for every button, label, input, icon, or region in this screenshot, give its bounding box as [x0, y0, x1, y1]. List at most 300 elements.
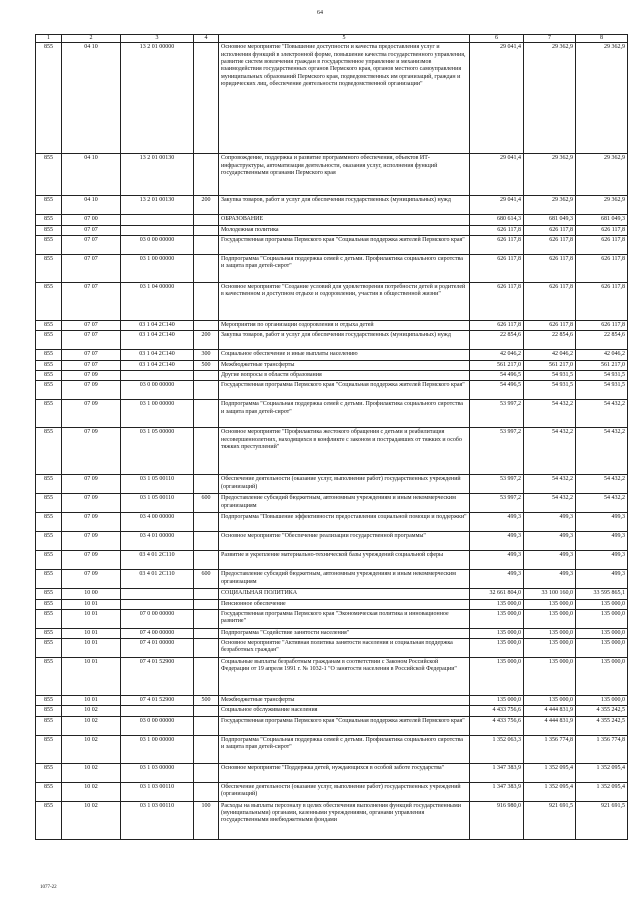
cell-amount-year2: 135 000,0	[524, 628, 576, 638]
cell-ministry: 855	[36, 494, 62, 513]
cell-amount-year1: 135 000,0	[470, 628, 524, 638]
cell-amount-year1: 135 000,0	[470, 696, 524, 706]
table-row	[36, 609, 628, 628]
cell-amount-year1: 1 347 383,9	[470, 782, 524, 801]
cell-ministry: 855	[36, 196, 62, 215]
cell-expense-type	[194, 475, 219, 494]
cell-expense-type	[194, 658, 219, 696]
cell-target-article: 03 4 01 00000	[121, 532, 194, 551]
page-number: 64	[317, 10, 323, 16]
cell-amount-year2: 135 000,0	[524, 696, 576, 706]
cell-target-article: 03 1 00 00000	[121, 400, 194, 428]
cell-target-article: 07 4 01 52900	[121, 658, 194, 696]
cell-target-article: 03 4 01 2С110	[121, 551, 194, 570]
cell-section: 10 01	[62, 609, 121, 628]
cell-ministry: 855	[36, 43, 62, 154]
cell-amount-year3: 29 362,9	[576, 196, 628, 215]
cell-amount-year2: 54 931,5	[524, 370, 576, 380]
cell-amount-year1: 626 117,8	[470, 254, 524, 282]
cell-section: 10 02	[62, 801, 121, 839]
table-row	[36, 215, 628, 225]
cell-amount-year1: 499,3	[470, 513, 524, 532]
cell-amount-year2: 135 000,0	[524, 658, 576, 696]
cell-description: Государственная программа Пермского края "Социальная поддержка жителей Пермского края"	[219, 235, 470, 254]
cell-amount-year1: 1 347 383,9	[470, 763, 524, 782]
cell-section: 07 09	[62, 475, 121, 494]
cell-target-article	[121, 589, 194, 599]
cell-amount-year1: 135 000,0	[470, 599, 524, 609]
table-row	[36, 331, 628, 350]
cell-ministry: 855	[36, 639, 62, 658]
table-row	[36, 360, 628, 370]
cell-expense-type	[194, 735, 219, 763]
cell-amount-year2: 1 352 095,4	[524, 763, 576, 782]
cell-target-article: 03 0 00 00000	[121, 381, 194, 400]
cell-amount-year3: 1 356 774,8	[576, 735, 628, 763]
cell-target-article: 03 1 04 2С140	[121, 331, 194, 350]
cell-amount-year1: 53 997,2	[470, 428, 524, 475]
cell-target-article: 03 1 05 00000	[121, 428, 194, 475]
table-row	[36, 696, 628, 706]
header-row	[36, 35, 628, 43]
cell-amount-year1: 42 046,2	[470, 350, 524, 360]
cell-expense-type	[194, 154, 219, 196]
cell-amount-year1: 626 117,8	[470, 282, 524, 320]
cell-section: 07 09	[62, 494, 121, 513]
cell-amount-year2: 681 049,3	[524, 215, 576, 225]
cell-amount-year1: 135 000,0	[470, 639, 524, 658]
cell-description: Закупка товаров, работ и услуг для обеспечения государственных (муниципальных) нужд	[219, 331, 470, 350]
cell-target-article: 07 4 01 00000	[121, 639, 194, 658]
cell-amount-year1: 29 041,4	[470, 154, 524, 196]
column-header: 8	[576, 35, 628, 43]
cell-description: Пенсионное обеспечение	[219, 599, 470, 609]
cell-ministry: 855	[36, 360, 62, 370]
cell-amount-year1: 22 854,6	[470, 331, 524, 350]
table-row	[36, 628, 628, 638]
cell-amount-year2: 4 444 831,9	[524, 706, 576, 716]
cell-section: 07 09	[62, 428, 121, 475]
cell-section: 07 07	[62, 350, 121, 360]
cell-ministry: 855	[36, 513, 62, 532]
cell-description: Социальное обеспечение и иные выплаты населению	[219, 350, 470, 360]
table-row	[36, 400, 628, 428]
cell-amount-year3: 29 362,9	[576, 154, 628, 196]
cell-section: 07 09	[62, 400, 121, 428]
cell-amount-year1: 53 997,2	[470, 400, 524, 428]
cell-amount-year1: 4 433 756,6	[470, 706, 524, 716]
cell-amount-year3: 499,3	[576, 551, 628, 570]
cell-description: Основное мероприятие "Профилактика жестокого обращения с детьми и реабилитация несовершеннолетних, находящихся в конфликте с законом и пострадавших от тяжких и особо тяжких преступлений"	[219, 428, 470, 475]
cell-section: 04 10	[62, 196, 121, 215]
cell-target-article: 07 4 00 00000	[121, 628, 194, 638]
cell-section: 07 09	[62, 381, 121, 400]
cell-expense-type	[194, 513, 219, 532]
cell-amount-year1: 32 661 804,0	[470, 589, 524, 599]
cell-amount-year2: 1 356 774,8	[524, 735, 576, 763]
cell-description: Сопровождение, поддержка и развитие программного обеспечения, объектов ИТ-инфраструктуры, автоматизация деятельности, оказания услуг, исполнения функций государственными органами Пермского края	[219, 154, 470, 196]
cell-ministry: 855	[36, 225, 62, 235]
cell-expense-type: 600	[194, 570, 219, 589]
cell-amount-year2: 29 362,9	[524, 43, 576, 154]
column-header: 1	[36, 35, 62, 43]
table-row	[36, 428, 628, 475]
table-row	[36, 658, 628, 696]
cell-expense-type	[194, 589, 219, 599]
cell-description: Предоставление субсидий бюджетным, автономным учреждениям и иным некоммерческим организациям	[219, 570, 470, 589]
cell-target-article: 03 1 00 00000	[121, 254, 194, 282]
footer-code: 1077-22	[40, 885, 57, 890]
cell-section: 07 07	[62, 282, 121, 320]
cell-amount-year2: 29 362,9	[524, 196, 576, 215]
cell-description: Обеспечение деятельности (оказание услуг, выполнение работ) государственных учреждений (организаций)	[219, 782, 470, 801]
cell-amount-year3: 626 117,8	[576, 235, 628, 254]
cell-target-article: 03 1 04 00000	[121, 282, 194, 320]
column-header: 5	[219, 35, 470, 43]
table-row	[36, 589, 628, 599]
cell-section: 07 07	[62, 331, 121, 350]
cell-description: Межбюджетные трансферты	[219, 696, 470, 706]
cell-amount-year2: 33 100 160,0	[524, 589, 576, 599]
cell-section: 10 00	[62, 589, 121, 599]
cell-ministry: 855	[36, 235, 62, 254]
cell-description: Расходы на выплаты персоналу в целях обеспечения выполнения функций государственными (муниципальными) органами, казенными учреждениями, органами управления государственными внебюджетными фондами	[219, 801, 470, 839]
cell-amount-year1: 626 117,8	[470, 320, 524, 330]
cell-target-article	[121, 225, 194, 235]
cell-expense-type	[194, 320, 219, 330]
cell-ministry: 855	[36, 254, 62, 282]
cell-description: СОЦИАЛЬНАЯ ПОЛИТИКА	[219, 589, 470, 599]
table-row	[36, 639, 628, 658]
cell-ministry: 855	[36, 706, 62, 716]
cell-ministry: 855	[36, 628, 62, 638]
cell-amount-year2: 54 432,2	[524, 475, 576, 494]
cell-ministry: 855	[36, 782, 62, 801]
cell-description: Подпрограмма "Повышение эффективности предоставления социальной помощи и поддержки"	[219, 513, 470, 532]
cell-description: Молодежная политика	[219, 225, 470, 235]
cell-amount-year2: 135 000,0	[524, 599, 576, 609]
cell-amount-year3: 54 432,2	[576, 475, 628, 494]
cell-section: 10 02	[62, 763, 121, 782]
cell-amount-year3: 561 217,0	[576, 360, 628, 370]
cell-target-article: 07 4 01 52900	[121, 696, 194, 706]
cell-amount-year1: 916 980,0	[470, 801, 524, 839]
cell-expense-type: 200	[194, 196, 219, 215]
cell-target-article: 13 2 01 00000	[121, 43, 194, 154]
cell-amount-year1: 29 041,4	[470, 43, 524, 154]
cell-expense-type	[194, 381, 219, 400]
cell-expense-type	[194, 609, 219, 628]
table-row	[36, 570, 628, 589]
cell-amount-year2: 54 432,2	[524, 428, 576, 475]
cell-target-article: 03 1 05 00110	[121, 494, 194, 513]
cell-ministry: 855	[36, 370, 62, 380]
cell-ministry: 855	[36, 320, 62, 330]
table-row	[36, 154, 628, 196]
cell-amount-year2: 42 046,2	[524, 350, 576, 360]
cell-section: 10 01	[62, 639, 121, 658]
table-row	[36, 254, 628, 282]
cell-description: Основное мероприятие "Повышение доступности и качества предоставления услуг и исполнения функций в электронной форме, повышение качества государственного управления, развитие систем вовлечения граждан в государственное управление и механизмов взаимодействия государственных органов Пермского края, органов местного самоуправления муниципальных образований Пермского края, подведомственных им организаций, граждан и юридических лиц, обеспечение деятельности подведомственной организации"	[219, 43, 470, 154]
cell-target-article	[121, 370, 194, 380]
cell-amount-year1: 499,3	[470, 551, 524, 570]
cell-ministry: 855	[36, 551, 62, 570]
cell-amount-year1: 53 997,2	[470, 494, 524, 513]
column-header: 4	[194, 35, 219, 43]
cell-amount-year3: 499,3	[576, 513, 628, 532]
cell-ministry: 855	[36, 735, 62, 763]
table-row	[36, 320, 628, 330]
cell-section: 10 01	[62, 658, 121, 696]
cell-target-article: 13 2 01 00130	[121, 154, 194, 196]
cell-ministry: 855	[36, 400, 62, 428]
table-row	[36, 532, 628, 551]
table-row	[36, 599, 628, 609]
cell-amount-year1: 54 496,5	[470, 370, 524, 380]
cell-amount-year1: 53 997,2	[470, 475, 524, 494]
cell-amount-year3: 626 117,8	[576, 282, 628, 320]
cell-amount-year1: 680 614,3	[470, 215, 524, 225]
cell-amount-year1: 626 117,8	[470, 225, 524, 235]
cell-ministry: 855	[36, 599, 62, 609]
cell-amount-year2: 626 117,8	[524, 320, 576, 330]
cell-expense-type	[194, 532, 219, 551]
cell-amount-year3: 1 352 095,4	[576, 782, 628, 801]
cell-description: Развитие и укрепление материально-технической базы учреждений социальной сферы	[219, 551, 470, 570]
budget-table	[35, 34, 628, 840]
cell-amount-year2: 626 117,8	[524, 225, 576, 235]
cell-amount-year3: 22 854,6	[576, 331, 628, 350]
cell-expense-type	[194, 235, 219, 254]
cell-description: Предоставление субсидий бюджетным, автономным учреждениям и иным некоммерческим организациям	[219, 494, 470, 513]
cell-amount-year1: 135 000,0	[470, 658, 524, 696]
table-row	[36, 763, 628, 782]
cell-ministry: 855	[36, 532, 62, 551]
cell-section: 07 09	[62, 532, 121, 551]
cell-description: Подпрограмма "Социальная поддержка семей с детьми. Профилактика социального сиротства и защита прав детей-сирот"	[219, 254, 470, 282]
table-row	[36, 513, 628, 532]
table-row	[36, 716, 628, 735]
cell-amount-year2: 29 362,9	[524, 154, 576, 196]
cell-section: 10 02	[62, 716, 121, 735]
cell-amount-year3: 29 362,9	[576, 43, 628, 154]
cell-amount-year3: 54 931,5	[576, 381, 628, 400]
cell-description: Государственная программа Пермского края "Социальная поддержка жителей Пермского края"	[219, 381, 470, 400]
cell-amount-year3: 54 432,2	[576, 400, 628, 428]
cell-target-article: 03 1 04 2С140	[121, 360, 194, 370]
cell-description: Государственная программа Пермского края "Экономическая политика и инновационное развитие"	[219, 609, 470, 628]
cell-amount-year3: 626 117,8	[576, 225, 628, 235]
cell-amount-year1: 626 117,8	[470, 235, 524, 254]
cell-section: 10 02	[62, 735, 121, 763]
cell-section: 07 09	[62, 513, 121, 532]
cell-amount-year3: 921 691,5	[576, 801, 628, 839]
cell-section: 10 01	[62, 599, 121, 609]
cell-target-article: 03 0 00 00000	[121, 235, 194, 254]
cell-description: Государственная программа Пермского края "Социальная поддержка жителей Пермского края"	[219, 716, 470, 735]
cell-amount-year3: 681 049,3	[576, 215, 628, 225]
cell-amount-year3: 54 931,5	[576, 370, 628, 380]
column-header: 3	[121, 35, 194, 43]
cell-expense-type: 200	[194, 331, 219, 350]
cell-description: Основное мероприятие "Обеспечение реализации государственной программы"	[219, 532, 470, 551]
cell-target-article: 03 1 04 2С140	[121, 350, 194, 360]
table-row	[36, 282, 628, 320]
cell-amount-year2: 626 117,8	[524, 235, 576, 254]
cell-description: Основное мероприятие "Активная политика занятости населения и социальная поддержка безработных граждан"	[219, 639, 470, 658]
cell-expense-type: 500	[194, 360, 219, 370]
table-row	[36, 196, 628, 215]
cell-section: 07 09	[62, 570, 121, 589]
cell-amount-year2: 626 117,8	[524, 254, 576, 282]
cell-amount-year3: 4 355 242,5	[576, 716, 628, 735]
cell-section: 10 02	[62, 782, 121, 801]
cell-amount-year2: 135 000,0	[524, 639, 576, 658]
table-row	[36, 801, 628, 839]
cell-expense-type	[194, 282, 219, 320]
cell-expense-type: 300	[194, 350, 219, 360]
table-row	[36, 225, 628, 235]
cell-description: Социальные выплаты безработным гражданам в соответствии с Законом Российской Федерации от 19 апреля 1991 г. № 1032-1 "О занятости населения в Российской Федерации"	[219, 658, 470, 696]
cell-expense-type	[194, 639, 219, 658]
cell-ministry: 855	[36, 696, 62, 706]
cell-target-article: 03 0 00 00000	[121, 716, 194, 735]
cell-ministry: 855	[36, 350, 62, 360]
cell-expense-type	[194, 551, 219, 570]
cell-amount-year3: 33 595 865,1	[576, 589, 628, 599]
cell-expense-type	[194, 370, 219, 380]
table-row	[36, 551, 628, 570]
cell-amount-year2: 499,3	[524, 570, 576, 589]
column-header: 7	[524, 35, 576, 43]
cell-amount-year2: 135 000,0	[524, 609, 576, 628]
cell-description: Межбюджетные трансферты	[219, 360, 470, 370]
cell-section: 10 01	[62, 696, 121, 706]
cell-description: Социальное обслуживание населения	[219, 706, 470, 716]
cell-ministry: 855	[36, 801, 62, 839]
cell-section: 07 09	[62, 551, 121, 570]
cell-expense-type	[194, 428, 219, 475]
cell-ministry: 855	[36, 716, 62, 735]
cell-amount-year2: 4 444 831,9	[524, 716, 576, 735]
cell-amount-year2: 561 217,0	[524, 360, 576, 370]
cell-description: Подпрограмма "Содействие занятости населения"	[219, 628, 470, 638]
cell-amount-year1: 135 000,0	[470, 609, 524, 628]
cell-target-article: 03 4 00 00000	[121, 513, 194, 532]
cell-ministry: 855	[36, 381, 62, 400]
cell-expense-type	[194, 782, 219, 801]
table-row	[36, 494, 628, 513]
cell-target-article: 03 1 03 00110	[121, 801, 194, 839]
cell-amount-year1: 29 041,4	[470, 196, 524, 215]
cell-target-article: 03 4 01 2С110	[121, 570, 194, 589]
cell-amount-year1: 499,3	[470, 532, 524, 551]
cell-section: 07 07	[62, 360, 121, 370]
cell-expense-type	[194, 225, 219, 235]
cell-target-article: 03 1 03 00000	[121, 763, 194, 782]
cell-amount-year3: 135 000,0	[576, 599, 628, 609]
cell-expense-type	[194, 599, 219, 609]
cell-ministry: 855	[36, 282, 62, 320]
cell-expense-type	[194, 763, 219, 782]
cell-amount-year1: 4 433 756,6	[470, 716, 524, 735]
cell-description: Мероприятия по организации оздоровления и отдыха детей	[219, 320, 470, 330]
cell-section: 10 01	[62, 628, 121, 638]
cell-expense-type	[194, 215, 219, 225]
cell-amount-year3: 499,3	[576, 532, 628, 551]
cell-amount-year2: 1 352 095,4	[524, 782, 576, 801]
cell-expense-type	[194, 628, 219, 638]
table-row	[36, 381, 628, 400]
cell-amount-year1: 499,3	[470, 570, 524, 589]
cell-target-article	[121, 706, 194, 716]
cell-description: Основное мероприятие "Поддержка детей, нуждающихся в особой заботе государства"	[219, 763, 470, 782]
cell-expense-type	[194, 254, 219, 282]
cell-expense-type	[194, 400, 219, 428]
table-row	[36, 370, 628, 380]
cell-section: 07 07	[62, 225, 121, 235]
cell-amount-year2: 499,3	[524, 532, 576, 551]
cell-description: Подпрограмма "Социальная поддержка семей с детьми. Профилактика социального сиротства и защита прав детей-сирот"	[219, 400, 470, 428]
cell-section: 04 10	[62, 154, 121, 196]
cell-amount-year3: 135 000,0	[576, 639, 628, 658]
cell-amount-year3: 499,3	[576, 570, 628, 589]
cell-description: Обеспечение деятельности (оказание услуг, выполнение работ) государственных учреждений (организаций)	[219, 475, 470, 494]
cell-amount-year2: 921 691,5	[524, 801, 576, 839]
cell-expense-type	[194, 716, 219, 735]
cell-amount-year3: 626 117,8	[576, 254, 628, 282]
cell-amount-year3: 135 000,0	[576, 696, 628, 706]
cell-target-article: 07 0 00 00000	[121, 609, 194, 628]
cell-target-article: 13 2 01 00130	[121, 196, 194, 215]
cell-target-article: 03 1 00 00000	[121, 735, 194, 763]
cell-amount-year1: 54 496,5	[470, 381, 524, 400]
cell-amount-year2: 54 432,2	[524, 494, 576, 513]
cell-description: Подпрограмма "Социальная поддержка семей с детьми. Профилактика социального сиротства и защита прав детей-сирот"	[219, 735, 470, 763]
cell-section: 07 07	[62, 320, 121, 330]
cell-ministry: 855	[36, 215, 62, 225]
cell-target-article	[121, 215, 194, 225]
cell-target-article: 03 1 03 00110	[121, 782, 194, 801]
cell-ministry: 855	[36, 570, 62, 589]
cell-amount-year1: 561 217,0	[470, 360, 524, 370]
cell-section: 07 07	[62, 254, 121, 282]
cell-amount-year3: 135 000,0	[576, 658, 628, 696]
column-header: 2	[62, 35, 121, 43]
cell-target-article: 03 1 05 00110	[121, 475, 194, 494]
cell-description: Закупка товаров, работ и услуг для обеспечения государственных (муниципальных) нужд	[219, 196, 470, 215]
cell-section: 04 10	[62, 43, 121, 154]
cell-ministry: 855	[36, 475, 62, 494]
cell-amount-year2: 499,3	[524, 513, 576, 532]
cell-ministry: 855	[36, 609, 62, 628]
cell-expense-type: 500	[194, 696, 219, 706]
cell-ministry: 855	[36, 589, 62, 599]
cell-amount-year2: 54 931,5	[524, 381, 576, 400]
cell-expense-type: 600	[194, 494, 219, 513]
table-row	[36, 706, 628, 716]
cell-target-article: 03 1 04 2С140	[121, 320, 194, 330]
cell-ministry: 855	[36, 763, 62, 782]
cell-amount-year3: 54 432,2	[576, 494, 628, 513]
cell-amount-year3: 626 117,8	[576, 320, 628, 330]
cell-description: Основное мероприятие "Создание условий для удовлетворения потребности детей и родителей в качественном и доступном отдыхе и оздоровлении, участия в общественной жизни"	[219, 282, 470, 320]
cell-amount-year2: 22 854,6	[524, 331, 576, 350]
cell-section: 10 02	[62, 706, 121, 716]
cell-expense-type	[194, 706, 219, 716]
cell-expense-type: 100	[194, 801, 219, 839]
cell-ministry: 855	[36, 428, 62, 475]
